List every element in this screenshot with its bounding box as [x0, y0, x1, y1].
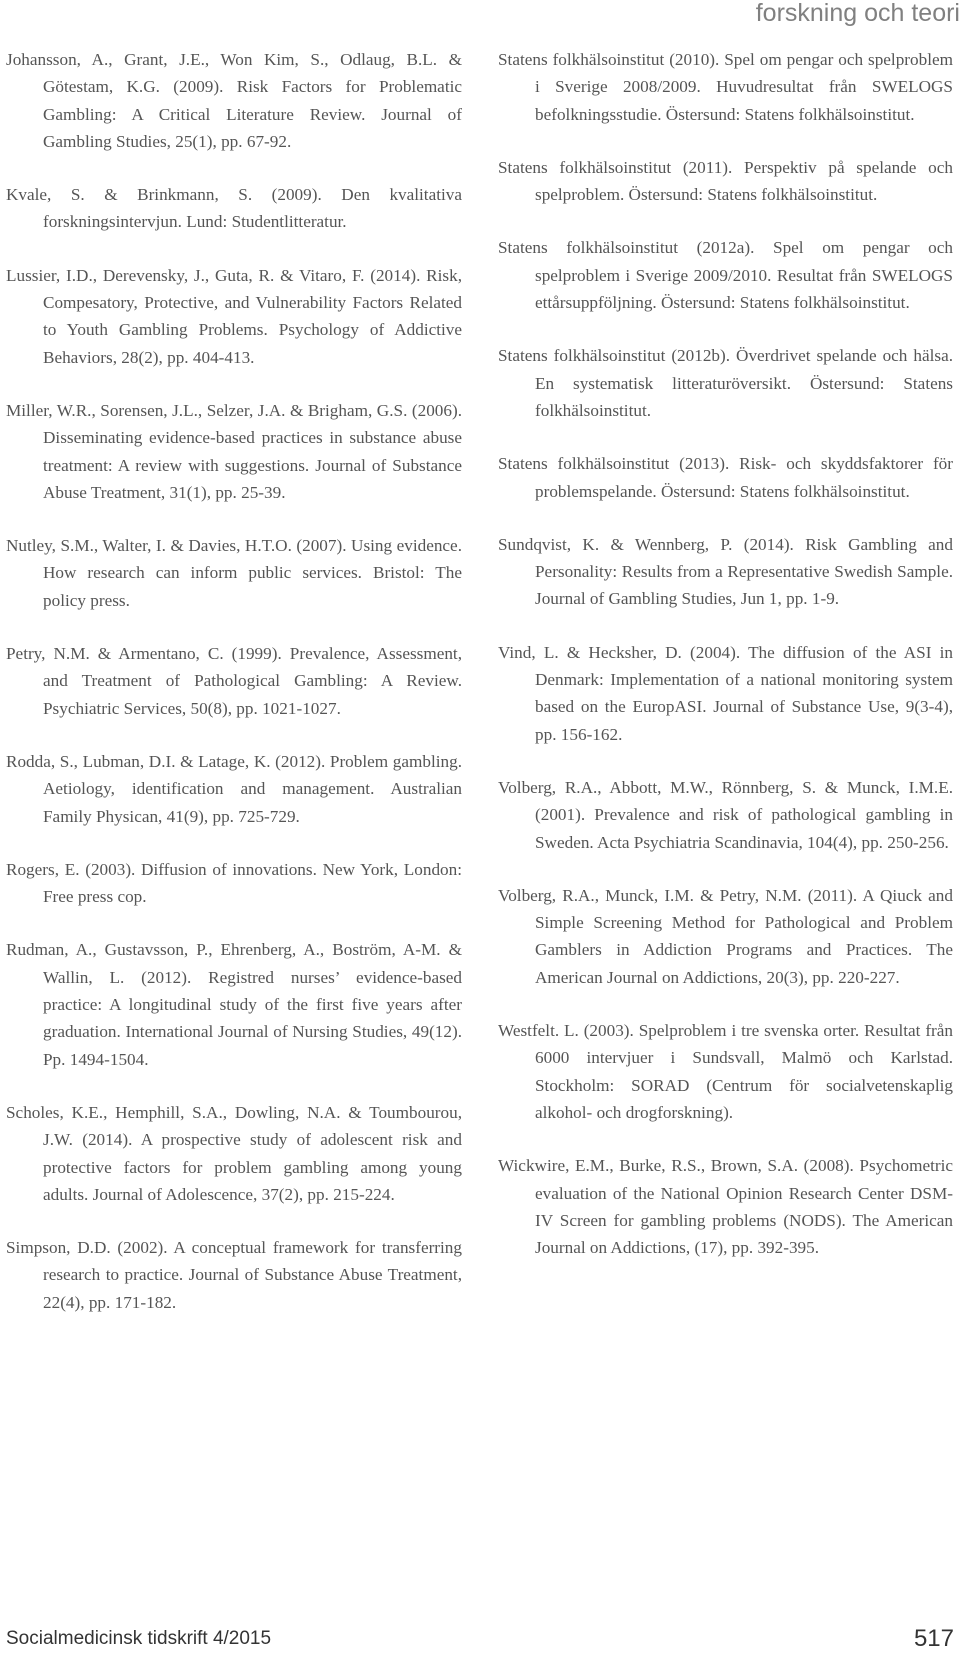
reference-entry: Lussier, I.D., Derevensky, J., Guta, R. & Vitaro, F. (2014). Risk, Compesatory, Protective, and Vulnerability Factors Related to Youth Gambling Problems. Psychology of Addictive Behaviors, 28(2), pp. 404-413. — [6, 265, 462, 367]
reference-entry: Simpson, D.D. (2002). A conceptual framework for transferring research to practice. Journal of Substance Abuse Treatment, 22(4), pp. 171-182. — [6, 1238, 462, 1312]
reference-entry: Rogers, E. (2003). Diffusion of innovations. New York, London: Free press cop. — [6, 859, 462, 907]
reference-entry: Johansson, A., Grant, J.E., Won Kim, S., Odlaug, B.L. & Götestam, K.G. (2009). Risk Factors for Problematic Gambling: A Critical Literature Review. Journal of Gambling Studies, 25(1), pp. 67-92. — [6, 50, 462, 151]
reference-entry: Volberg, R.A., Abbott, M.W., Rönnberg, S. & Munck, I.M.E. (2001). Prevalence and risk of pathological gambling in Sweden. Acta Psychiatria Scandinavia, 104(4), pp. 250-256. — [498, 777, 953, 852]
reference-entry: Miller, W.R., Sorensen, J.L., Selzer, J.A. & Brigham, G.S. (2006). Disseminating evidence-based practices in substance abuse treatment: A review with suggestions. Journal of Substance Abuse Treatment, 31(1), pp. 25-39. — [6, 400, 462, 502]
reference-entry: Vind, L. & Hecksher, D. (2004). The diffusion of the ASI in Denmark: Implementation of a national monitoring system based on the EuropASI. Journal of Substance Use, 9(3-4), pp. 156-162. — [498, 642, 953, 744]
reference-entry: Scholes, K.E., Hemphill, S.A., Dowling, N.A. & Toumbourou, J.W. (2014). A prospective study of adolescent risk and protective factors for problem gambling among young adults. Journal of Adolescence, 37(2), pp. 215-224. — [6, 1102, 462, 1204]
reference-entry: Statens folkhälsoinstitut (2012a). Spel om pengar och spelproblem i Sverige 2009/2010. Resultat från SWELOGS ettårsuppföljning. Östersund: Statens folkhälsoinstitut. — [498, 238, 953, 313]
reference-column-left — [6, 46, 462, 1342]
journal-footer: Socialmedicinsk tidskrift 4/2015 — [6, 1628, 272, 1649]
reference-entry: Rudman, A., Gustavsson, P., Ehrenberg, A., Boström, A-M. & Wallin, L. (2012). Registred nurses’ evidence-based practice: A longitudinal study of the first five years after graduation. International Journal of Nursing Studies, 49(12). Pp. 1494-1504. — [6, 940, 462, 1069]
reference-entry: Sundqvist, K. & Wennberg, P. (2014). Risk Gambling and Personality: Results from a Representative Swedish Sample. Journal of Gambling Studies, Jun 1, pp. 1-9. — [498, 534, 953, 609]
reference-entry: Statens folkhälsoinstitut (2011). Perspektiv på spelande och spelproblem. Östersund: Statens folkhälsoinstitut. — [498, 157, 953, 205]
reference-entry: Rodda, S., Lubman, D.I. & Latage, K. (2012). Problem gambling. Aetiology, identification and management. Australian Family Physican, 41(9), pp. 725-729. — [6, 751, 462, 826]
reference-entry: Statens folkhälsoinstitut (2012b). Överdrivet spelande och hälsa. En systematisk litteraturöversikt. Östersund: Statens folkhälsoinstitut. — [498, 346, 953, 420]
reference-entry: Statens folkhälsoinstitut (2010). Spel om pengar och spelproblem i Sverige 2008/2009. Huvudresultat från SWELOGS befolkningsstudie. Östersund: Statens folkhälsoinstitut. — [498, 50, 953, 124]
reference-entry: Westfelt. L. (2003). Spelproblem i tre svenska orter. Resultat från 6000 intervjuer i Sundsvall, Malmö och Karlstad. Stockholm: SORAD (Centrum för socialvetenskaplig alkohol- och drogforskning). — [498, 1021, 953, 1122]
reference-entry: Petry, N.M. & Armentano, C. (1999). Prevalence, Assessment, and Treatment of Pathological Gambling: A Review. Psychiatric Services, 50(8), pp. 1021-1027. — [6, 644, 462, 718]
page-number: 517 — [913, 1625, 954, 1652]
reference-entry: Volberg, R.A., Munck, I.M. & Petry, N.M. (2011). A Qiuck and Simple Screening Method for Pathological and Problem Gamblers in Addiction Programs and Practices. The American Journal on Addictions, 20(3), pp. 220-227. — [498, 885, 953, 987]
reference-entry: Nutley, S.M., Walter, I. & Davies, H.T.O. (2007). Using evidence. How research can inform public services. Bristol: The policy press. — [6, 536, 462, 610]
reference-column-right — [498, 46, 953, 1287]
reference-entry: Wickwire, E.M., Burke, R.S., Brown, S.A. (2008). Psychometric evaluation of the National Opinion Research Center DSM-IV Screen for gambling problems (NODS). The American Journal on Addictions, (17), pp. 392-395. — [498, 1156, 953, 1258]
reference-entry: Statens folkhälsoinstitut (2013). Risk- och skyddsfaktorer för problemspelande. Östersund: Statens folkhälsoinstitut. — [498, 454, 953, 501]
reference-entry: Kvale, S. & Brinkmann, S. (2009). Den kvalitativa forskningsintervjun. Lund: Studentlitteratur. — [6, 185, 462, 232]
section-header: forskning och teori — [755, 0, 960, 27]
